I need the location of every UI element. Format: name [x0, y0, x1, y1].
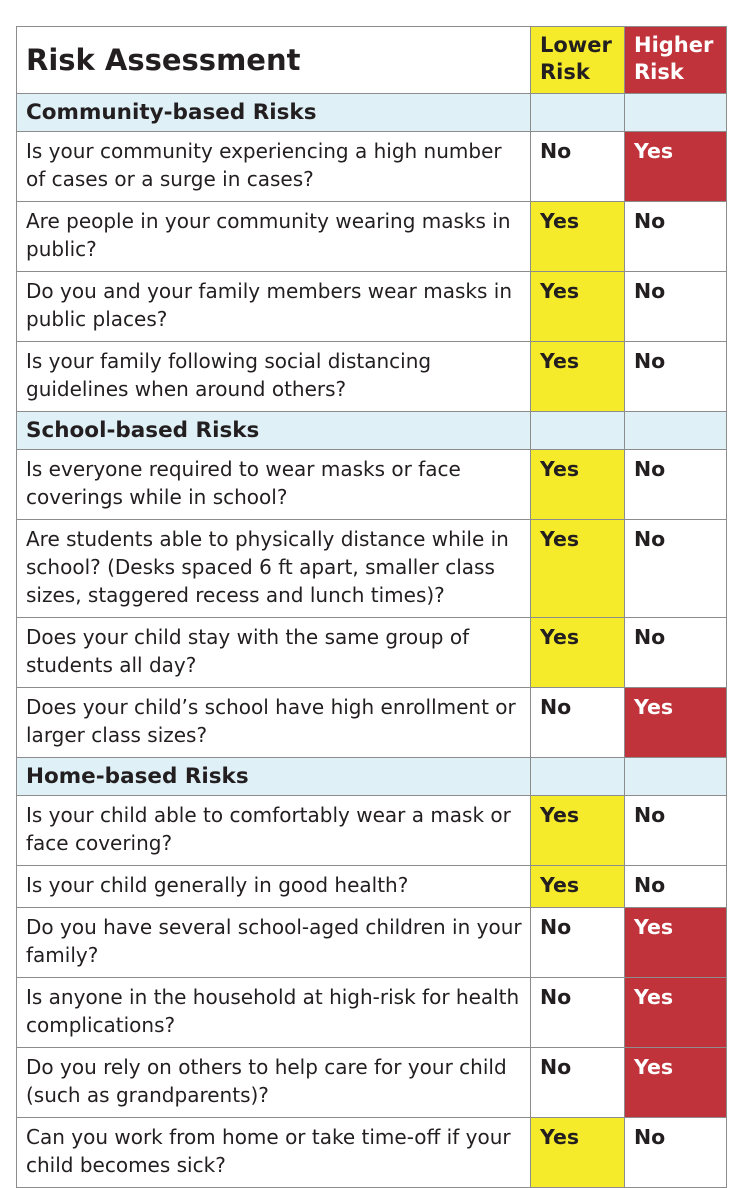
lower-risk-answer: Yes [531, 866, 625, 908]
question-text: Is your child able to comfortably wear a mask or face covering? [17, 796, 531, 866]
higher-risk-answer: Yes [625, 978, 727, 1048]
question-text: Is your child generally in good health? [17, 866, 531, 908]
question-text: Do you have several school-aged children in your family? [17, 908, 531, 978]
section-higher-cell [625, 758, 727, 796]
table-row [17, 796, 727, 866]
question-text: Is anyone in the household at high-risk for health complications? [17, 978, 531, 1048]
section-header-row [17, 94, 727, 132]
lower-risk-answer: Yes [531, 1118, 625, 1188]
table-row [17, 866, 727, 908]
table-row [17, 688, 727, 758]
lower-risk-answer: No [531, 1048, 625, 1118]
table-row [17, 520, 727, 618]
higher-risk-answer: No [625, 866, 727, 908]
lower-risk-answer: Yes [531, 796, 625, 866]
higher-risk-answer: No [625, 272, 727, 342]
section-lower-cell [531, 758, 625, 796]
lower-risk-answer: No [531, 132, 625, 202]
lower-risk-header: Lower Risk [531, 27, 625, 94]
risk-assessment-table [16, 26, 727, 1188]
section-header-row [17, 758, 727, 796]
lower-risk-answer: Yes [531, 520, 625, 618]
question-text: Is your family following social distancing guidelines when around others? [17, 342, 531, 412]
question-text: Is everyone required to wear masks or face coverings while in school? [17, 450, 531, 520]
higher-risk-answer: Yes [625, 1048, 727, 1118]
table-row [17, 342, 727, 412]
question-text: Do you and your family members wear masks in public places? [17, 272, 531, 342]
question-text: Are people in your community wearing masks in public? [17, 202, 531, 272]
table-row [17, 202, 727, 272]
question-text: Does your child’s school have high enrollment or larger class sizes? [17, 688, 531, 758]
section-lower-cell [531, 412, 625, 450]
higher-risk-answer: No [625, 796, 727, 866]
lower-risk-answer: No [531, 688, 625, 758]
higher-risk-answer: No [625, 618, 727, 688]
table-row [17, 450, 727, 520]
section-label: Community-based Risks [17, 94, 531, 132]
table-row [17, 978, 727, 1048]
question-text: Are students able to physically distance while in school? (Desks spaced 6 ft apart, smaller class sizes, staggered recess and lunch times)? [17, 520, 531, 618]
lower-risk-answer: Yes [531, 342, 625, 412]
higher-risk-answer: Yes [625, 688, 727, 758]
lower-risk-answer: Yes [531, 450, 625, 520]
table-row [17, 132, 727, 202]
header-row [17, 27, 727, 94]
table-row [17, 1048, 727, 1118]
higher-risk-answer: No [625, 450, 727, 520]
lower-risk-answer: Yes [531, 272, 625, 342]
lower-risk-answer: No [531, 978, 625, 1048]
section-label: Home-based Risks [17, 758, 531, 796]
section-label: School-based Risks [17, 412, 531, 450]
table-row [17, 1118, 727, 1188]
lower-risk-answer: Yes [531, 202, 625, 272]
question-text: Do you rely on others to help care for your child (such as grandparents)? [17, 1048, 531, 1118]
section-higher-cell [625, 412, 727, 450]
section-header-row [17, 412, 727, 450]
higher-risk-answer: No [625, 1118, 727, 1188]
table-row [17, 908, 727, 978]
table-row [17, 618, 727, 688]
section-higher-cell [625, 94, 727, 132]
lower-risk-answer: Yes [531, 618, 625, 688]
table-body [17, 94, 727, 1188]
higher-risk-answer: No [625, 342, 727, 412]
higher-risk-answer: Yes [625, 908, 727, 978]
higher-risk-answer: No [625, 202, 727, 272]
higher-risk-answer: No [625, 520, 727, 618]
lower-risk-answer: No [531, 908, 625, 978]
question-text: Can you work from home or take time-off if your child becomes sick? [17, 1118, 531, 1188]
question-text: Does your child stay with the same group of students all day? [17, 618, 531, 688]
table-title: Risk Assessment [17, 27, 531, 94]
question-text: Is your community experiencing a high number of cases or a surge in cases? [17, 132, 531, 202]
section-lower-cell [531, 94, 625, 132]
table-row [17, 272, 727, 342]
higher-risk-answer: Yes [625, 132, 727, 202]
higher-risk-header: Higher Risk [625, 27, 727, 94]
